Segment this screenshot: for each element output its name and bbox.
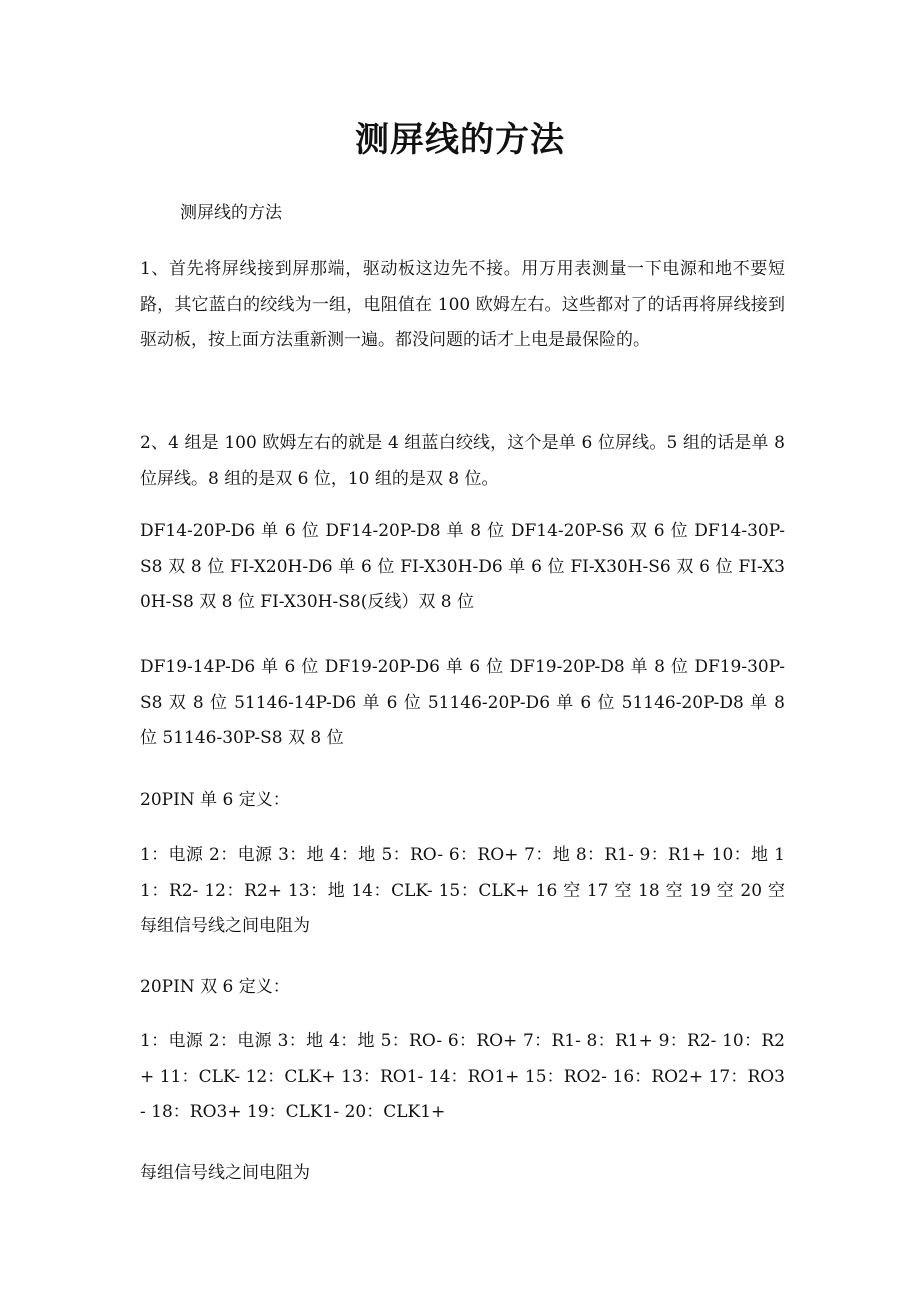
page-title: 测屏线的方法 <box>355 120 565 160</box>
subtitle: 测屏线的方法 <box>180 203 282 223</box>
paragraph-20pin-single6-definition: 1：电源 2：电源 3：地 4：地 5：RO- 6：RO+ 7：地 8：R1- 9：R1+ 10：地 11：R2- 12：R2+ 13：地 14：CLK- 15：CLK+ 16 空 17 空 18 空 19 空 20 空 每组信号线之间电阻为 <box>140 845 785 936</box>
paragraph-df19-models: DF19-14P-D6 单 6 位 DF19-20P-D6 单 6 位 DF19-20P-D8 单 8 位 DF19-30P-S8 双 8 位 51146-14P-D6 单 6 位 51146-20P-D6 单 6 位 51146-20P-D8 单 8 位 51146-30P-S8 双 8 位 <box>140 657 785 748</box>
paragraph-20pin-dual6-definition: 1：电源 2：电源 3：地 4：地 5：RO- 6：RO+ 7：R1- 8：R1+ 9：R2- 10：R2+ 11：CLK- 12：CLK+ 13：RO1- 14：RO1+ 15：RO2- 16：RO2+ 17：RO3- 18：RO3+ 19：CLK1- 20：CLK1+ <box>140 1031 785 1122</box>
paragraph-step-2: 2、4 组是 100 欧姆左右的就是 4 组蓝白绞线，这个是单 6 位屏线。5 组的话是单 8 位屏线。8 组的是双 6 位，10 组的是双 8 位。 <box>140 433 785 489</box>
heading-20pin-dual6: 20PIN 双 6 定义： <box>140 977 290 997</box>
paragraph-step-1: 1、首先将屏线接到屏那端，驱动板这边先不接。用万用表测量一下电源和地不要短路，其它蓝白的绞线为一组，电阻值在 100 欧姆左右。这些都对了的话再将屏线接到驱动板，按上面方法重新测一遍。都没问题的话才上电是最保险的。 <box>140 259 785 350</box>
paragraph-resistance-note: 每组信号线之间电阻为 <box>140 1163 310 1183</box>
heading-20pin-single6: 20PIN 单 6 定义： <box>140 790 290 810</box>
paragraph-df14-models: DF14-20P-D6 单 6 位 DF14-20P-D8 单 8 位 DF14-20P-S6 双 6 位 DF14-30P-S8 双 8 位 FI-X20H-D6 单 6 位 FI-X30H-D6 单 6 位 FI-X30H-S6 双 6 位 FI-X30H-S8 双 8 位 FI-X30H-S8(反线）双 8 位 <box>140 521 785 612</box>
